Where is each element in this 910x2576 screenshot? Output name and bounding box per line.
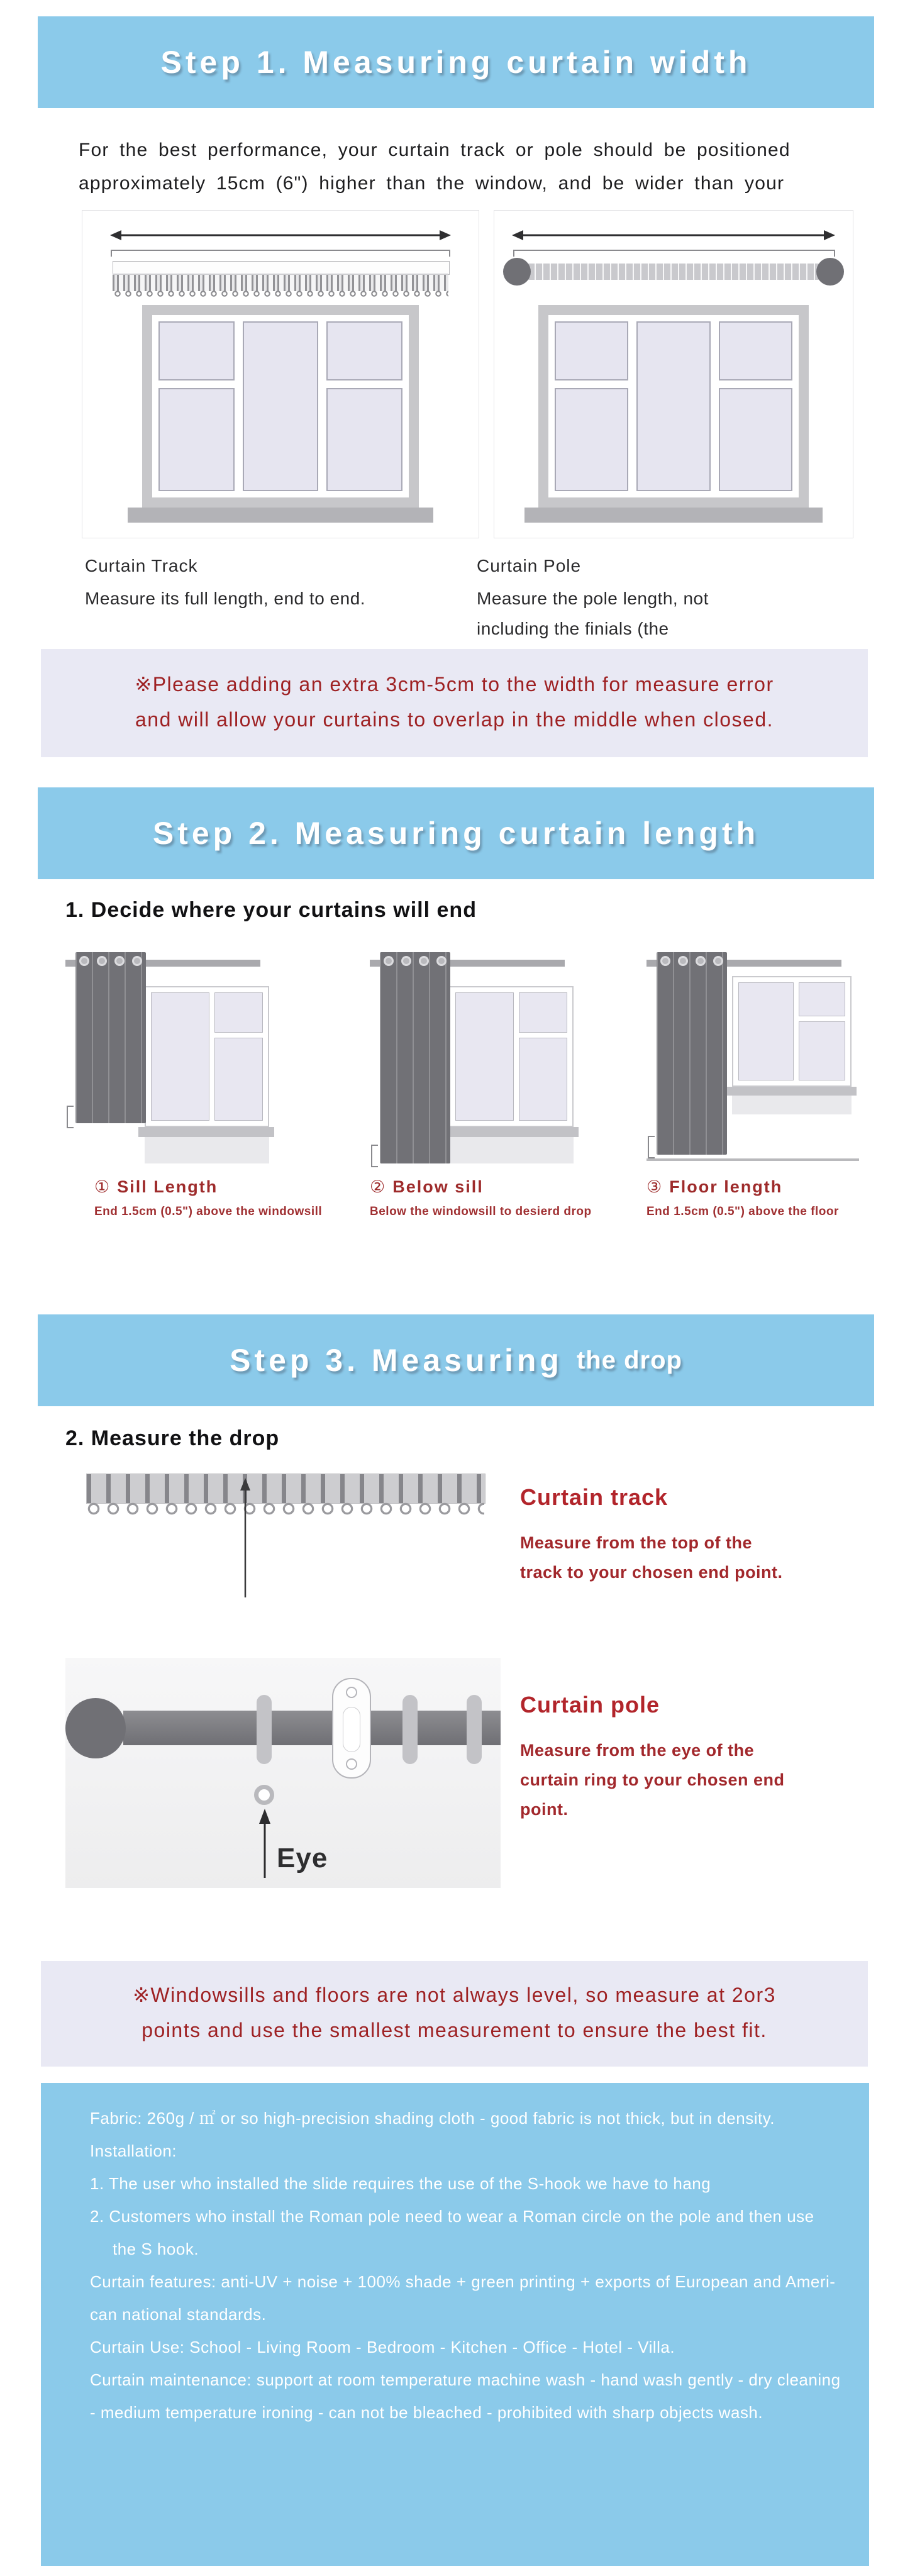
track-hooks: [113, 274, 448, 291]
window-column-left: [555, 321, 628, 491]
option2-number: ②: [370, 1177, 387, 1196]
grommet-icon: [114, 956, 125, 966]
curtain-ring: [257, 1695, 272, 1764]
grommet-icon: [696, 956, 706, 966]
curtain-panel: [380, 952, 450, 1163]
curtain-track-bar: [86, 1474, 486, 1504]
window-column-right: [326, 321, 402, 491]
window-pane: [519, 992, 567, 1033]
illustration-floor-length: [646, 951, 859, 1170]
grommet-icon: [79, 956, 89, 966]
step3-header-band: [38, 1314, 874, 1406]
info-features: Curtain features: anti-UV + noise + 100% shade + green printing + exports of European and Ameri-: [90, 2272, 836, 2291]
option3-title: [646, 1177, 782, 1197]
level-note: [41, 1961, 868, 2067]
curtain-panel: [657, 952, 727, 1155]
curtain-track-text-line1: Measure from the top of the: [520, 1533, 753, 1552]
window-pane: [326, 321, 402, 380]
window-pane: [158, 388, 235, 491]
curtain-grommets: [657, 956, 727, 966]
pole-finial-left: [503, 258, 531, 286]
step2-title: Step 2. Measuring curtain length: [152, 816, 760, 851]
window-pane: [214, 992, 263, 1033]
window-pane: [158, 321, 235, 380]
window-pane: [555, 321, 628, 380]
step1-intro-line1: For the best performance, your curtain track or pole should be positioned: [79, 140, 791, 160]
info-features-2: can national standards.: [90, 2305, 267, 2324]
curtain-pole-label: Curtain pole: [520, 1692, 660, 1718]
step1-title: Step 1. Measuring curtain width: [160, 45, 752, 80]
measure-end-mark: [67, 1106, 74, 1128]
window-column-middle: [636, 321, 710, 491]
level-note-line2: points and use the smallest measurement to ensure the best fit.: [141, 2019, 767, 2041]
windowsill: [524, 508, 823, 523]
window: [732, 976, 852, 1087]
width-arrow-icon: [512, 228, 835, 242]
grommet-icon: [678, 956, 688, 966]
up-arrow-icon: [238, 1478, 253, 1599]
grommet-icon: [713, 956, 723, 966]
grommet-icon: [384, 956, 394, 966]
window-column-left: [158, 321, 235, 491]
step3-heading: 2. Measure the drop: [65, 1426, 280, 1450]
pole-finial-right: [816, 258, 844, 286]
grommet-icon: [401, 956, 411, 966]
floor-line: [646, 1158, 859, 1161]
curtain-ring: [402, 1695, 418, 1764]
grommet-icon: [660, 956, 670, 966]
pole-rail: [519, 264, 828, 280]
window-pane: [719, 321, 792, 380]
step1-intro-line2: approximately 15cm (6") higher than the window, and be wider than your: [79, 173, 785, 194]
eye-label: Eye: [277, 1843, 328, 1874]
curtain-track-eyes: [86, 1502, 484, 1518]
curtain-panel: [75, 952, 146, 1123]
info-install-2: 2. Customers who install the Roman pole need to wear a Roman circle on the pole and then use: [90, 2207, 814, 2226]
curtain-track-text-line2: track to your chosen end point.: [520, 1563, 783, 1582]
screw-icon: [346, 1758, 357, 1770]
info-install-2b: the S hook.: [113, 2240, 199, 2258]
window-pane: [636, 321, 710, 491]
width-note-line2: and will allow your curtains to overlap in the middle when closed.: [135, 708, 774, 731]
pole-caption-body-line1: Measure the pole length, not: [477, 589, 709, 608]
curtain-pole-text-line1: Measure from the eye of the: [520, 1741, 755, 1760]
width-arrow-icon: [110, 228, 451, 242]
window-pane: [455, 992, 514, 1121]
window-pane: [799, 1021, 845, 1080]
grommet-icon: [436, 956, 447, 966]
track-caption-title: Curtain Track: [85, 556, 198, 575]
window-pane: [555, 388, 628, 491]
wall: [449, 1137, 574, 1163]
curtain-pole-illustration: [494, 210, 853, 538]
ring-eye: [254, 1785, 274, 1805]
curtain-grommets: [380, 956, 450, 966]
width-note-line1: ※Please adding an extra 3cm-5cm to the width for measure error: [135, 673, 774, 696]
option1-title-text: Sill Length: [117, 1177, 218, 1196]
measure-extent-bracket: [111, 250, 450, 257]
step3-title: Step 3. Measuring: [230, 1343, 563, 1378]
info-maintenance: Curtain maintenance: support at room temperature machine wash - hand wash gently - dry cleaning: [90, 2370, 841, 2389]
pole-caption-body-line2: including the finials (the: [477, 619, 669, 638]
window-pane: [719, 388, 792, 491]
measure-end-mark: [648, 1136, 655, 1158]
info-use: Curtain Use: School - Living Room - Bedroom - Kitchen - Office - Hotel - Villa.: [90, 2338, 675, 2357]
option2-title-text: Below sill: [392, 1177, 484, 1196]
window-pane: [243, 321, 319, 491]
pole-finial: [65, 1698, 126, 1758]
pole-bar: [123, 1711, 501, 1745]
curtain-pole-text-line2: curtain ring to your chosen end: [520, 1770, 785, 1789]
option2-desc: Below the windowsill to desierd drop: [370, 1205, 592, 1218]
step2-header-band: [38, 787, 874, 879]
track-caption-body: Measure its full length, end to end.: [85, 589, 366, 608]
bracket-slot: [343, 1707, 360, 1752]
window: [145, 986, 269, 1127]
option2-title: [370, 1177, 484, 1197]
width-note: [41, 649, 868, 757]
illustration-sill-length: [65, 951, 278, 1170]
step1-header-band: [38, 16, 874, 108]
info-installation: Installation:: [90, 2141, 177, 2160]
curtain-track-illustration: [82, 210, 479, 538]
option3-title-text: Floor length: [669, 1177, 783, 1196]
illustration-below-sill: [370, 951, 582, 1170]
info-fabric: Fabric: 260g / ㎡ or so high-precision shading cloth - good fabric is not thick, but in density.: [90, 2109, 775, 2128]
wall: [732, 1096, 852, 1114]
window-column-middle: [243, 321, 319, 491]
windowsill: [727, 1087, 857, 1096]
measure-extent-bracket: [513, 250, 835, 257]
up-arrow-icon: [257, 1809, 273, 1879]
pole-caption-title: Curtain Pole: [477, 556, 582, 575]
wall-bracket: [332, 1678, 371, 1779]
grommet-icon: [132, 956, 142, 966]
grommet-icon: [419, 956, 429, 966]
step2-heading: 1. Decide where your curtains will end: [65, 898, 477, 922]
option1-number: ①: [94, 1177, 111, 1196]
window: [142, 305, 419, 508]
windowsill: [443, 1127, 579, 1137]
curtain-grommets: [75, 956, 146, 966]
grommet-icon: [97, 956, 107, 966]
measure-end-mark: [371, 1145, 378, 1167]
track-rail: [113, 261, 450, 275]
window-pane: [799, 982, 845, 1016]
option1-title: [94, 1177, 218, 1197]
product-info-box: [41, 2083, 869, 2566]
windowsill: [128, 508, 433, 523]
track-hook-eyes: [113, 290, 448, 299]
screw-icon: [346, 1687, 357, 1698]
info-maintenance-2: - medium temperature ironing - can not be bleached - prohibited with sharp objects wash.: [90, 2403, 763, 2422]
option1-desc: End 1.5cm (0.5") above the windowsill: [94, 1205, 323, 1218]
curtain-pole-text-line3: point.: [520, 1800, 569, 1819]
option3-desc: End 1.5cm (0.5") above the floor: [646, 1205, 839, 1218]
info-install-1: 1. The user who installed the slide requires the use of the S-hook we have to hang: [90, 2174, 711, 2193]
window-pane: [151, 992, 209, 1121]
windowsill: [138, 1127, 274, 1137]
wall: [145, 1137, 269, 1163]
level-note-line1: ※Windowsills and floors are not always level, so measure at 2or3: [133, 1984, 776, 2006]
option3-number: ③: [646, 1177, 663, 1196]
window-pane: [519, 1038, 567, 1121]
curtain-ring: [467, 1695, 482, 1764]
window: [538, 305, 809, 508]
window-pane: [214, 1038, 263, 1121]
window: [449, 986, 574, 1127]
step3-title-sub: the drop: [576, 1346, 682, 1374]
window-pane: [738, 982, 794, 1080]
window-column-right: [719, 321, 792, 491]
window-pane: [326, 388, 402, 491]
curtain-track-label: Curtain track: [520, 1484, 669, 1510]
